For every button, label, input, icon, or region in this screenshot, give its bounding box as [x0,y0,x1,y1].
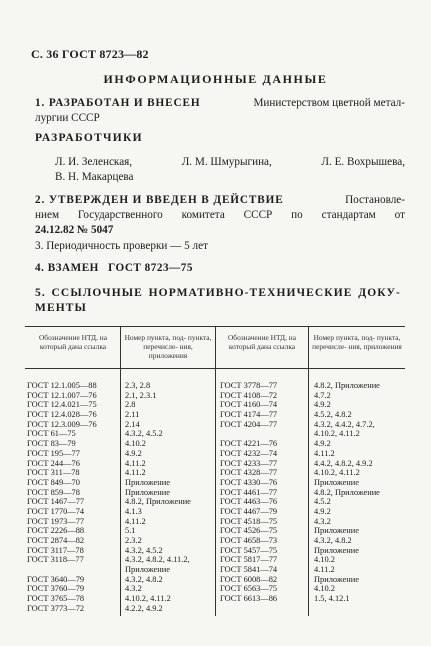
table-cell: 4.10.2 [125,439,146,449]
section-5-line2: МЕНТЫ [35,302,87,314]
table-cell: Приложение [314,574,359,584]
developer-name: Л. Е. Вохрышева, [321,156,405,168]
table-cell: ГОСТ 12.1.005—88 [27,381,97,390]
table-cell: Приложение [314,545,359,555]
table-cell: ГОСТ 12.1.007—76 [27,390,97,400]
table-cell: ГОСТ 1770—74 [27,506,85,516]
table-cell: ГОСТ 5817—77 [220,555,278,565]
section-2-text: Постановле- [345,194,405,206]
table-cell: ГОСТ 3765—78 [27,594,85,604]
table-cell: ГОСТ 2226—88 [27,526,85,536]
section-5-line1: 5. ССЫЛОЧНЫЕ НОРМАТИВНО-ТЕХНИЧЕСКИЕ ДОКУ- [35,287,401,299]
table-cell: ГОСТ 3773—72 [27,603,85,613]
section-1-text: Министерством цветной метал- [253,97,405,109]
table-cell: 5.1 [125,526,136,536]
table-cell: Приложение [125,565,170,575]
table-cell: ГОСТ 61—75 [27,429,76,439]
table-cell: ГОСТ 849—70 [27,477,80,487]
table-cell: 4.3.2, 4.8.2, 4.11.2, [125,555,190,565]
developer-name: В. Н. Макарцева [55,171,134,183]
table-cell: ГОСТ 3760—79 [27,584,85,594]
table-header-cell: Номер пункта, под- пункта, перечисле- ния, приложения [124,333,212,360]
table-cell: ГОСТ 4108—72 [220,390,278,400]
table-cell: 4.5.2, 4.8.2 [314,410,352,420]
table-cell: 4.10.2, 4.11.2 [314,429,360,439]
table-cell: ГОСТ 4463—76 [220,497,278,507]
developer-name: Л. И. Зеленская, [55,156,133,168]
section-5 [35,286,401,316]
table-column-ntd-left [27,381,97,614]
table-cell: 4.3.2, 4.8.2 [125,574,163,584]
section-4-value: ГОСТ 8723—75 [108,262,193,274]
table-cell: 4.10.2 [314,555,335,565]
table-col-divider [215,326,216,616]
table-cell: 1.5, 4.12.1 [314,594,350,604]
table-cell: ГОСТ 83—79 [27,439,76,449]
table-cell: 4.5.2 [314,497,331,507]
table-cell: 2.3, 2.8 [125,381,151,390]
table-cell: 4.11.2 [314,565,335,575]
table-cell: ГОСТ 4204—77 [220,419,278,429]
table-cell: 4.9.2 [125,448,142,458]
table-cell: 4.3.2, 4.4.2, 4.7.2, [314,419,375,429]
table-column-items-left [125,381,191,614]
table-cell: ГОСТ 4221—76 [220,439,278,449]
table-cell: ГОСТ 3117—78 [27,545,84,555]
table-cell: ГОСТ 4526—75 [220,526,278,536]
table-cell: ГОСТ 859—78 [27,487,80,497]
table-col-divider [120,326,121,616]
table-cell: 2.1, 2.3.1 [125,390,157,400]
table-column-ntd-right [220,381,277,604]
table-cell: Приложение [314,526,359,536]
table-cell: ГОСТ 4232—74 [220,448,278,458]
table-cell: Приложение [125,477,170,487]
table-cell: 4.8.2, Приложение [314,381,380,390]
table-cell: ГОСТ 12.3.009—76 [27,419,97,429]
table-col-divider [308,326,309,616]
table-cell: 4.11.2 [125,458,146,468]
table-cell: ГОСТ 4467—79 [220,506,278,516]
table-cell: ГОСТ 1973—77 [27,516,85,526]
section-2-text-cont: нием Государственного комитета СССР по стандартам от [35,209,405,221]
table-cell: ГОСТ 195—77 [27,448,80,458]
table-cell: 4.1.3 [125,506,142,516]
table-cell: 4.9.2 [314,439,331,449]
table-cell: 4.8.2, Приложение [314,487,380,497]
table-cell: 4.3.2, 4.5.2 [125,429,163,439]
table-cell: ГОСТ 4328—77 [220,468,278,478]
table-cell: ГОСТ 2874—82 [27,536,85,545]
table-cell: 4.3.2 [125,584,142,594]
table-cell: 4.3.2, 4.5.2 [125,545,163,555]
table-cell: ГОСТ 5841—74 [220,565,278,575]
table-cell: Приложение [125,487,170,497]
table-cell: 4.3.2 [314,516,331,526]
table-column-items-right [314,381,380,604]
section-2-date: 24.12.82 № 5047 [35,224,114,236]
developer-name: Л. М. Шмурыгина, [181,156,272,168]
table-cell: ГОСТ 4330—76 [220,477,278,487]
table-cell: 4.7.2 [314,390,331,400]
table-cell: 4.8.2, Приложение [125,497,191,507]
section-1 [35,96,405,126]
table-cell: ГОСТ 4174—77 [220,410,278,420]
table-header-cell: Номер пункта, под- пункта, перечисле- ния, приложения [312,333,402,351]
page-header: С. 36 ГОСТ 8723—82 [31,47,149,61]
developers-names [55,156,405,168]
section-4-label: 4. ВЗАМЕН [35,262,99,274]
table-cell: 4.11.2 [125,468,146,478]
table-cell: ГОСТ 1467—77 [27,497,85,507]
table-cell: 2.3.2 [125,536,142,545]
table-cell: ГОСТ 5457—75 [220,545,278,555]
table-cell: ГОСТ 3778—77 [220,381,278,390]
table-cell: ГОСТ 4160—74 [220,400,278,410]
section-title: ИНФОРМАЦИОННЫЕ ДАННЫЕ [103,72,328,86]
table-cell: 4.11.2 [314,448,335,458]
table-cell: ГОСТ 3118—77 [27,555,84,565]
table-cell [27,565,97,575]
section-3: 3. Периодичность проверки — 5 лет [35,240,208,252]
table-cell: 4.10.2, 4.11.2 [314,468,360,478]
developers-heading: РАЗРАБОТЧИКИ [35,132,143,144]
table-cell: 2.14 [125,419,140,429]
table-cell: 4.9.2 [314,506,331,516]
table-cell: 4.9.2 [314,400,331,410]
table-cell: ГОСТ 6563—75 [220,584,278,594]
table-cell: ГОСТ 6613—86 [220,594,278,604]
table-header-cell: Обозначение НТД, на который дана ссылка [38,333,108,351]
table-cell: 4.3.2, 4.8.2 [314,536,352,545]
table-cell: ГОСТ 3640—79 [27,574,85,584]
table-cell: 4.2.2, 4.9.2 [125,603,163,613]
table-cell: 4.11.2 [125,516,146,526]
table-cell: 4.10.2 [314,584,335,594]
table-cell: ГОСТ 4518—75 [220,516,278,526]
table-cell: ГОСТ 4461—77 [220,487,278,497]
section-1-label: 1. РАЗРАБОТАН И ВНЕСЕН [35,97,201,109]
table-cell: 4.10.2, 4.11.2 [125,594,171,604]
table-cell: ГОСТ 4233—77 [220,458,278,468]
section-2 [35,193,405,238]
section-1-text-cont: лургии СССР [35,112,100,124]
table-cell: 4.4.2, 4.8.2, 4.9.2 [314,458,373,468]
table-cell: ГОСТ 4658—73 [220,536,278,545]
table-cell: 2.11 [125,410,140,420]
table-header-cell: Обозначение НТД, на который дана ссылка [227,333,297,351]
table-cell: ГОСТ 6008—82 [220,574,278,584]
table-cell: ГОСТ 311—78 [27,468,80,478]
section-2-label: 2. УТВЕРЖДЕН И ВВЕДЕН В ДЕЙСТВИЕ [35,194,284,206]
table-cell: 2.8 [125,400,136,410]
table-cell: ГОСТ 12.4.021—75 [27,400,97,410]
table-cell [220,429,277,439]
section-4 [35,262,193,274]
table-cell: ГОСТ 244—76 [27,458,80,468]
references-table [25,326,405,616]
table-cell: ГОСТ 12.4.028—76 [27,410,97,420]
table-cell: Приложение [314,477,359,487]
